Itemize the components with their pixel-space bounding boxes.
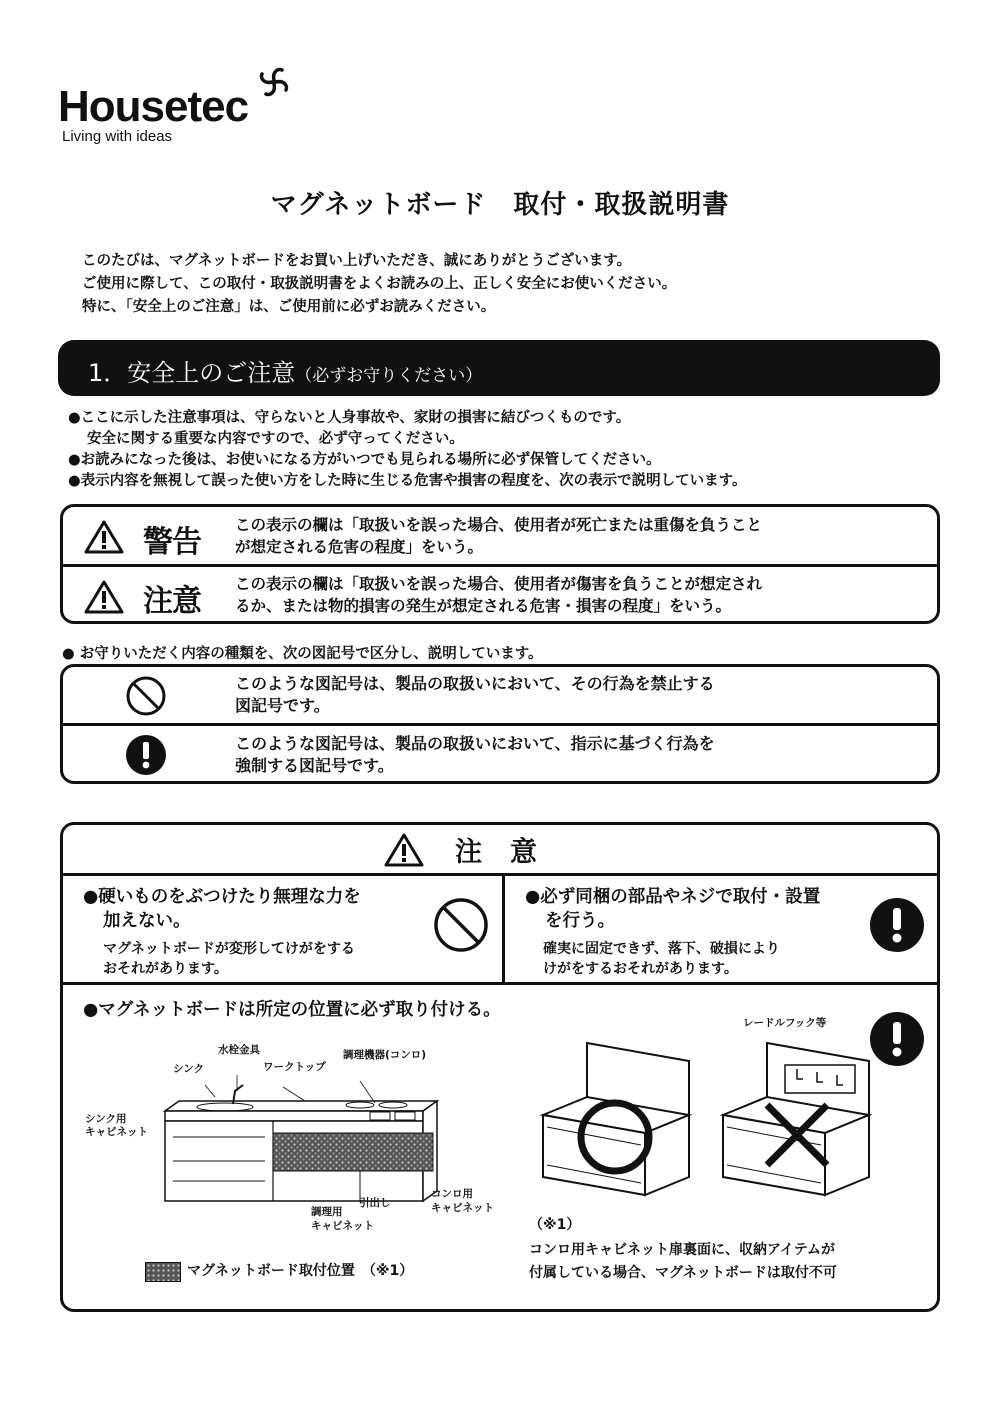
desc-line: が想定される危害の程度」をいう。 xyxy=(235,538,484,556)
section-heading-bar xyxy=(58,340,940,396)
signal-desc-warning xyxy=(235,514,762,558)
document-title: マグネットボード 取付・取扱説明書 xyxy=(270,190,730,220)
desc-line: 図記号です。 xyxy=(235,696,330,715)
warning-triangle-icon xyxy=(383,832,425,868)
symbols-intro: ● お守りいただく内容の種類を、次の図記号で区分し、説明しています。 xyxy=(62,646,543,662)
sub-line: おそれがあります。 xyxy=(103,961,228,977)
prohibition-icon xyxy=(433,897,489,953)
head-line: ●必ず同梱の部品やネジで取付・設置 xyxy=(525,887,821,907)
sub-line: マグネットボードが変形してけがをする xyxy=(103,941,355,957)
symbol-table xyxy=(60,664,940,784)
desc-line: この表示の欄は「取扱いを誤った場合、使用者が傷害を負うことが想定され xyxy=(235,575,763,593)
section-title-sub: （必ずお守りください） xyxy=(295,366,483,386)
label-rail-hook: レードルフック等 xyxy=(743,1017,827,1029)
label-faucet: 水栓金具 xyxy=(218,1044,260,1056)
head-line: ●硬いものをぶつけたり無理な力を xyxy=(83,887,361,907)
caution-left-head xyxy=(83,885,361,933)
kitchen-cabinet-diagram xyxy=(155,1071,445,1211)
footnote-line: コンロ用キャビネット扉裏面に、収納アイテムが xyxy=(529,1242,836,1258)
label-cooking-cabinet xyxy=(311,1205,374,1233)
symbol-desc-prohibition xyxy=(235,673,715,717)
logo-swirl-icon xyxy=(254,62,294,102)
label-sink-cabinet xyxy=(85,1113,148,1139)
desc-line: このような図記号は、製品の取扱いにおいて、指示に基づく行為を xyxy=(235,734,715,753)
note-item: ●ここに示した注意事項は、守らないと人身事故や、家財の損害に結びつくものです。 xyxy=(68,410,631,426)
warning-triangle-icon xyxy=(83,519,125,555)
footnote-text xyxy=(529,1239,837,1285)
caution-bottom-head: ●マグネットボードは所定の位置に必ず取り付ける。 xyxy=(83,1000,501,1020)
label-stove: 調理機器(コンロ) xyxy=(343,1049,427,1061)
sub-line: けがをするおそれがあります。 xyxy=(543,961,738,977)
label-line: シンク用 xyxy=(85,1113,127,1125)
caution-right-sub xyxy=(543,939,780,979)
warning-triangle-icon xyxy=(83,579,125,615)
signal-word-caution: 注意 xyxy=(143,584,201,619)
safety-notes xyxy=(68,408,747,492)
intro-text xyxy=(82,250,676,319)
legend-swatch xyxy=(145,1262,181,1282)
legend-label: マグネットボード取付位置 （※1） xyxy=(187,1263,414,1279)
footnote-line: 付属している場合、マグネットボードは取付不可 xyxy=(529,1265,837,1281)
brand-logo: Housetec xyxy=(58,82,249,131)
note-item: ●表示内容を無視して誤った使い方をした時に生じる危害や損害の程度を、次の表示で説明しています。 xyxy=(68,473,747,489)
caution-right-head xyxy=(525,885,820,933)
label-line: キャビネット xyxy=(85,1126,148,1138)
signal-word-table xyxy=(60,504,940,624)
section-title-main: 1．安全上のご注意 xyxy=(88,359,296,387)
note-item: 安全に関する重要な内容ですので、必ず守ってください。 xyxy=(87,431,464,447)
signal-word-warning: 警告 xyxy=(143,525,201,560)
section-title xyxy=(88,353,482,388)
label-stove-cabinet xyxy=(431,1187,494,1215)
caution-box xyxy=(60,822,940,1312)
mandatory-icon xyxy=(125,734,167,776)
signal-desc-caution xyxy=(235,573,762,617)
intro-line: このたびは、マグネットボードをお買い上げいただき、誠にありがとうございます。 xyxy=(82,253,632,269)
label-line: キャビネット xyxy=(311,1220,374,1232)
desc-line: このような図記号は、製品の取扱いにおいて、その行為を禁止する xyxy=(235,674,715,693)
intro-line: ご使用に際して、この取付・取扱説明書をよくお読みの上、正しく安全にお使いください。 xyxy=(82,276,677,292)
label-line: キャビネット xyxy=(431,1202,494,1214)
mandatory-icon xyxy=(869,897,925,953)
sub-line: 確実に固定できず、落下、破損により xyxy=(543,941,780,957)
correct-install-diagram xyxy=(537,1035,697,1205)
label-worktop: ワークトップ xyxy=(263,1061,326,1073)
brand-tagline: Living with ideas xyxy=(62,128,173,145)
label-line: コンロ用 xyxy=(431,1188,473,1200)
caution-title: 注意 xyxy=(455,837,565,868)
label-drawer: 引出し xyxy=(359,1197,391,1209)
symbol-desc-mandatory xyxy=(235,733,715,777)
head-line: 加えない。 xyxy=(103,911,191,931)
footnote-mark: （※1） xyxy=(529,1217,581,1233)
label-line: 調理用 xyxy=(311,1206,343,1218)
label-sink: シンク xyxy=(173,1063,205,1075)
prohibition-icon xyxy=(125,675,167,717)
desc-line: るか、または物的損害の発生が想定される危害・損害の程度」をいう。 xyxy=(235,597,732,615)
incorrect-install-diagram xyxy=(717,1035,887,1205)
note-item: ●お読みになった後は、お使いになる方がいつでも見られる場所に必ず保管してください。 xyxy=(68,452,661,468)
caution-left-sub xyxy=(103,939,355,979)
head-line: を行う。 xyxy=(545,911,615,931)
desc-line: 強制する図記号です。 xyxy=(235,756,394,775)
desc-line: この表示の欄は「取扱いを誤った場合、使用者が死亡または重傷を負うこと xyxy=(235,516,763,534)
intro-line: 特に、「安全上のご注意」は、ご使用前に必ずお読みください。 xyxy=(82,299,496,315)
